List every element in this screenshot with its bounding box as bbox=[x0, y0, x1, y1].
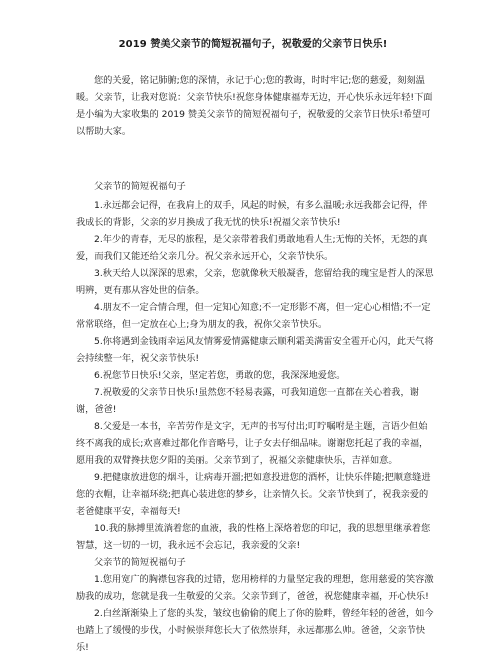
list-item: 6.祝您节日快乐!父亲，坚定若您，勇敢的您，我深深地爱您。 bbox=[94, 370, 346, 381]
list-item: 2.年少的青春，无尽的旅程，是父亲带着我们勇敢地看人生;无悔的关怀，无怨的真爱，而我们又能还给父亲几分。祝父亲永远开心，父亲节快乐。 bbox=[76, 234, 428, 262]
section-heading: 父亲节的简短祝福句子 bbox=[94, 181, 186, 192]
list-item: 1.您用宽广的胸襟包容我的过错，您用榜样的力量坚定我的理想，您用慈爱的笑容激励我的成功，您就是我一生敬爱的父亲。父亲节到了，爸爸，祝您健康幸福，开心快乐! bbox=[76, 574, 434, 602]
list-item: 4.朋友不一定合情合理，但一定知心知意;不一定形影不离，但一定心心相惜;不一定常常联络，但一定放在心上;身为朋友的我，祝你父亲节快乐。 bbox=[76, 302, 431, 330]
document-title: 2019 赞美父亲节的简短祝福句子，祝敬爱的父亲节日快乐! bbox=[118, 39, 388, 50]
list-item: 1.永远都会记得，在我肩上的双手，风起的时候，有多么温暖;永远我都会记得，伴我成长的背影，父亲的岁月换成了我无忧的快乐!祝福父亲节快乐! bbox=[76, 200, 428, 228]
intro-paragraph: 您的关爱，铭记肺腑;您的深情，永记于心;您的教诲，时时牢记;您的慈爱，刻刻温暖。父亲节，让我对您说：父亲节快乐!祝您身体健康福寿无边，开心快乐永远年轻!下面是小编为大家收集的 2019 赞美父亲节的简短祝福句子，祝敬爱的父亲节日快乐!希望可以帮助大家。 bbox=[76, 75, 433, 137]
list-item: 3.秋天给人以深深的思索，父亲，您就像秋天般凝香，您留给我的瑰宝是哲人的深思明辨，更有那从容处世的信条。 bbox=[76, 268, 434, 296]
list-item: 10.我的脉搏里流淌着您的血液，我的性格上深烙着您的印记，我的思想里继承着您智慧，这一切的一切，我永远不会忘记，我亲爱的父亲! bbox=[76, 523, 431, 551]
list-item: 8.父爱是一本书，辛苦劳作是文字，无声的书写付出;叮咛嘱咐是主题，言语少但始终不离我的成长;欢喜难过都化作音略号，让子女去仔细品味。谢谢您托起了我的幸福，愿用我的双臂搀扶您夕阳的美丽。父亲节到了，祝福父亲健康快乐，吉祥如意。 bbox=[76, 421, 429, 466]
section-heading: 父亲节的简短祝福句子 bbox=[94, 557, 186, 568]
list-item: 5.你将遇到金钱雨幸运风友情雾爱情露健康云顺利霜美满雷安全雹开心闪，此天气将会持续整一年，祝父亲节快乐! bbox=[76, 336, 434, 364]
list-item: 2.白丝渐渐染上了您的头发，皱纹也偷偷的爬上了你的脸畔，曾经年轻的爸爸，如今也踏上了缓慢的步伐，小时候崇拜您长大了依然崇拜，永远都那么帅。爸爸，父亲节快乐! bbox=[76, 608, 434, 653]
list-item: 9.把健康放进您的烟斗，让病毒开溜;把如意投进您的酒杯，让快乐伴随;把顺意缝进您的衣帽，让幸福环绕;把真心装进您的梦乡，让亲情久长。父亲节快到了，祝我亲爱的老爸健康平安，幸福每天! bbox=[76, 472, 431, 517]
list-item: 7.祝敬爱的父亲节日快乐!虽然您不轻易表露，可我知道您一直都在关心着我，谢谢，爸爸! bbox=[76, 387, 419, 415]
